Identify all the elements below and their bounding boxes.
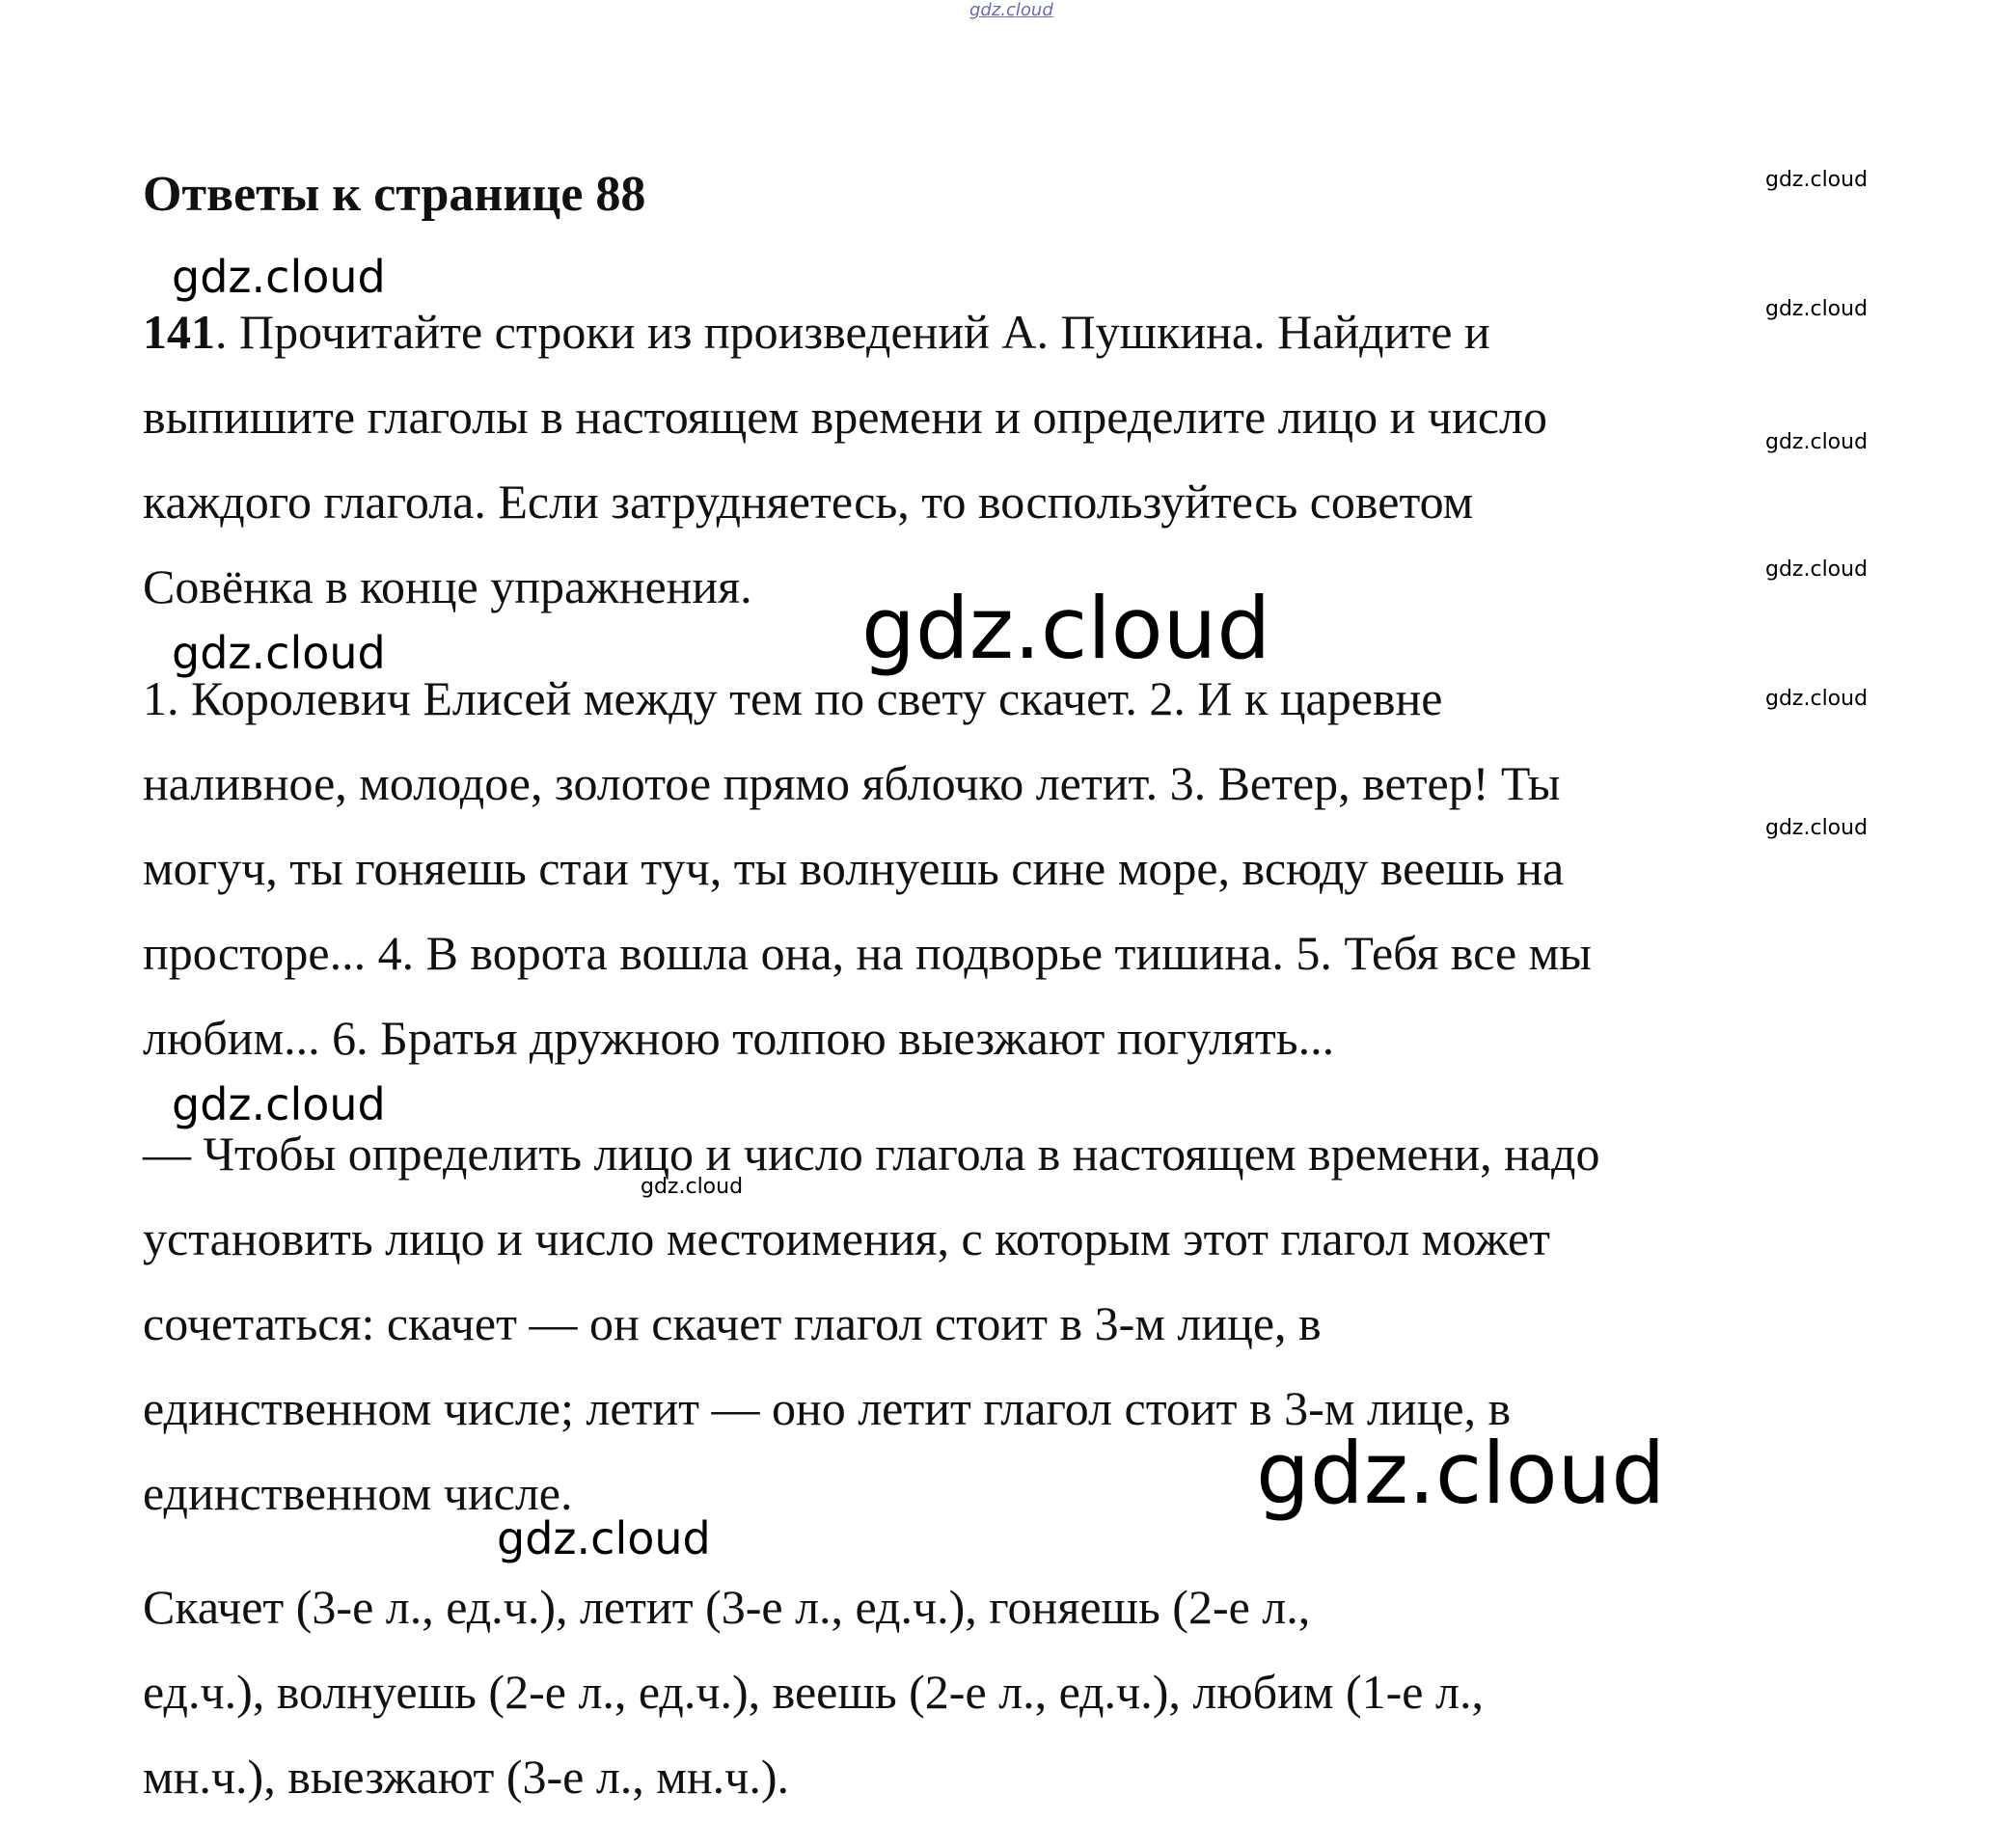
watermark-large: gdz.cloud [1256, 1424, 1666, 1523]
watermark-small: gdz.cloud [1765, 557, 1869, 582]
watermark-medium: gdz.cloud [172, 627, 386, 679]
task-line-2: выпишите глаголы в настоящем времени и определите лицо и число [143, 390, 1547, 444]
advice-line-2: установить лицо и число местоимения, с которым этот глагол может [143, 1211, 1551, 1265]
excerpt-line-3: могуч, ты гоняешь стаи туч, ты волнуешь сине море, всюду веешь на [143, 841, 1565, 895]
page-heading: Ответы к странице 88 [143, 167, 646, 222]
excerpts-block [143, 656, 1592, 1080]
watermark-small: gdz.cloud [641, 1175, 744, 1199]
advice-line-1: — Чтобы определить лицо и число глагола в настоящем времени, надо [143, 1127, 1600, 1181]
excerpt-line-1: 1. Королевич Елисей между тем по свету скачет. 2. И к царевне [143, 671, 1443, 725]
answer-block [143, 1564, 1484, 1819]
task-block [143, 289, 1547, 629]
advice-line-5: единственном числе. [143, 1466, 573, 1520]
answer-line-3: мн.ч.), выезжают (3-е л., мн.ч.). [143, 1750, 789, 1804]
watermark-small: gdz.cloud [1765, 168, 1869, 192]
answer-line-2: ед.ч.), волнуешь (2-е л., ед.ч.), веешь (2-е л., ед.ч.), любим (1-е л., [143, 1665, 1484, 1719]
excerpt-line-4: просторе... 4. В ворота вошла она, на подворье тишина. 5. Тебя все мы [143, 926, 1592, 980]
watermark-small: gdz.cloud [1765, 297, 1869, 321]
watermark-small: gdz.cloud [1765, 430, 1869, 454]
task-number: 141 [143, 305, 215, 359]
excerpt-line-5: любим... 6. Братья дружною толпою выезжают погулять... [143, 1011, 1335, 1065]
advice-line-4: единственном числе; летит — оно летит глагол стоит в 3-м лице, в [143, 1381, 1512, 1435]
watermark-medium: gdz.cloud [172, 1078, 386, 1130]
excerpt-line-2: наливное, молодое, золотое прямо яблочко летит. 3. Ветер, ветер! Ты [143, 756, 1561, 810]
watermark-top: gdz.cloud [969, 0, 1053, 20]
watermark-medium: gdz.cloud [497, 1512, 711, 1564]
watermark-small: gdz.cloud [1765, 687, 1869, 711]
answer-line-1: Скачет (3-е л., ед.ч.), летит (3-е л., ед.ч.), гоняешь (2-е л., [143, 1580, 1311, 1634]
task-line-4: Совёнка в конце упражнения. [143, 559, 752, 613]
watermark-large: gdz.cloud [861, 579, 1271, 678]
watermark-medium: gdz.cloud [172, 251, 386, 303]
task-line-3: каждого глагола. Если затрудняетесь, то воспользуйтесь советом [143, 475, 1474, 529]
task-line-1-text: . Прочитайте строки из произведений А. Пушкина. Найдите и [215, 305, 1490, 359]
watermark-small: gdz.cloud [1765, 816, 1869, 840]
advice-line-3: сочетаться: скачет — он скачет глагол стоит в 3-м лице, в [143, 1296, 1322, 1350]
